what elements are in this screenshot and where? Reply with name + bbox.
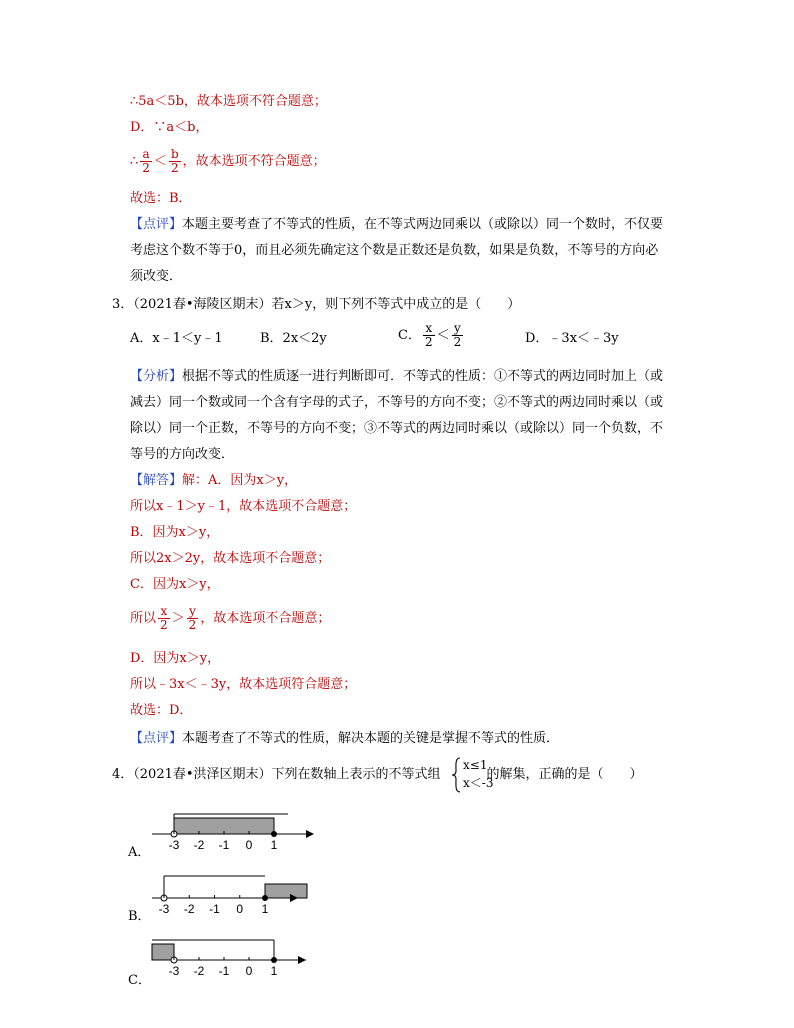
system-line-1: x≤1	[463, 758, 488, 772]
q4-option-a-label: A．	[128, 845, 151, 860]
q3-answer-5: C．因为x＞y，	[130, 577, 220, 592]
number-line-b	[148, 872, 318, 922]
number-line-c	[148, 936, 318, 986]
q3-answer-8: 所以﹣3x＜﹣3y，故本选项符合题意；	[130, 677, 357, 692]
q3-analysis-4: 等号的方向改变．	[130, 447, 235, 462]
inequality-system	[451, 756, 501, 798]
tick-label: -2	[193, 964, 205, 978]
q3-answer-7: D．因为x＞y，	[130, 651, 221, 666]
prev-comment-2: 考虑这个数不等于0，而且必须先确定这个数是正数还是负数，如果是负数，不等号的方向必	[130, 243, 659, 258]
q3-option-b: B．2x＜2y	[260, 331, 327, 346]
prev-comment-1: 【点评】本题主要考查了不等式的性质，在不等式两边同乘以（或除以）同一个数时，不仅要	[130, 217, 664, 232]
q3-analysis-2: 减去）同一个数或同一个含有字母的式子，不等号的方向不变；②不等式的两边同时乘以（或	[130, 395, 664, 410]
q3-analysis-3: 除以）同一个正数，不等号的方向不变；③不等式的两边同时乘以（或除以）同一个负数，不	[130, 421, 664, 436]
q4-option-b-label: B．	[128, 909, 151, 924]
q3-option-a: A．x﹣1＜y﹣1	[130, 331, 223, 346]
tick-label: -2	[183, 902, 195, 916]
q3-answer-4: 所以2x＞2y，故本选项不合题意；	[130, 551, 331, 566]
q3-answer-2: 所以x﹣1＞y﹣1，故本选项不合题意；	[130, 499, 357, 514]
number-line-a	[148, 810, 318, 860]
tick-label: -3	[168, 838, 180, 852]
tick-label: 1	[261, 902, 269, 916]
tick-label: -3	[168, 964, 180, 978]
q4-stem: 4．（2021春•洪泽区期末）下列在数轴上表示的不等式组 的解集，正确的是（ ）	[112, 767, 643, 782]
q3-option-c: C． $\frac{x}{2}$ ＜ $\frac{y}{2}$	[398, 321, 462, 349]
tick-label: -1	[209, 902, 220, 916]
tick-label: 1	[270, 838, 278, 852]
fraction-b-over-2: $\frac{b}{2}$	[170, 147, 179, 175]
tick-label: -1	[218, 838, 230, 852]
tick-label: -3	[158, 902, 170, 916]
q3-answer-3: B．因为x＞y，	[130, 525, 220, 540]
system-line-2: x＜-3	[463, 776, 494, 790]
tick-label: -1	[218, 964, 230, 978]
q3-comment: 【点评】本题考查了不等式的性质，解决本题的关键是掌握不等式的性质．	[130, 731, 560, 746]
fraction-a-over-2: $\frac{a}{2}$	[142, 147, 150, 175]
q3-option-d: D．﹣3x＜﹣3y	[525, 331, 619, 346]
tick-label: -2	[193, 838, 205, 852]
tick-label: 0	[245, 838, 253, 852]
q3-answer-6: 所以 $\frac{x}{2}$ ＞ $\frac{y}{2}$ ，故本选项不合题意；	[130, 604, 331, 632]
prev-line-3: ∴ $\frac{a}{2}$ ＜ $\frac{b}{2}$ ，故本选项不符合题意；	[130, 147, 326, 175]
q3-answer-9: 故选：D．	[130, 703, 193, 718]
q3-answer-1: 【解答】解：A．因为x＞y，	[130, 473, 298, 488]
prev-line-1: ∴5a＜5b，故本选项不符合题意；	[130, 94, 327, 109]
tick-label: 1	[270, 964, 278, 978]
q4-option-c-label: C．	[128, 973, 151, 988]
tick-label: 0	[236, 902, 244, 916]
prev-line-4: 故选：B．	[130, 191, 192, 206]
q3-analysis-1: 【分析】根据不等式的性质逐一进行判断即可．不等式的性质：①不等式的两边同时加上（或	[130, 369, 664, 384]
q3-stem: 3．（2021春•海陵区期末）若x＞y，则下列不等式中成立的是（ ）	[112, 297, 521, 312]
prev-comment-3: 须改变．	[130, 269, 183, 284]
prev-line-2: D．∵a＜b，	[130, 120, 209, 135]
tick-label: 0	[245, 964, 253, 978]
